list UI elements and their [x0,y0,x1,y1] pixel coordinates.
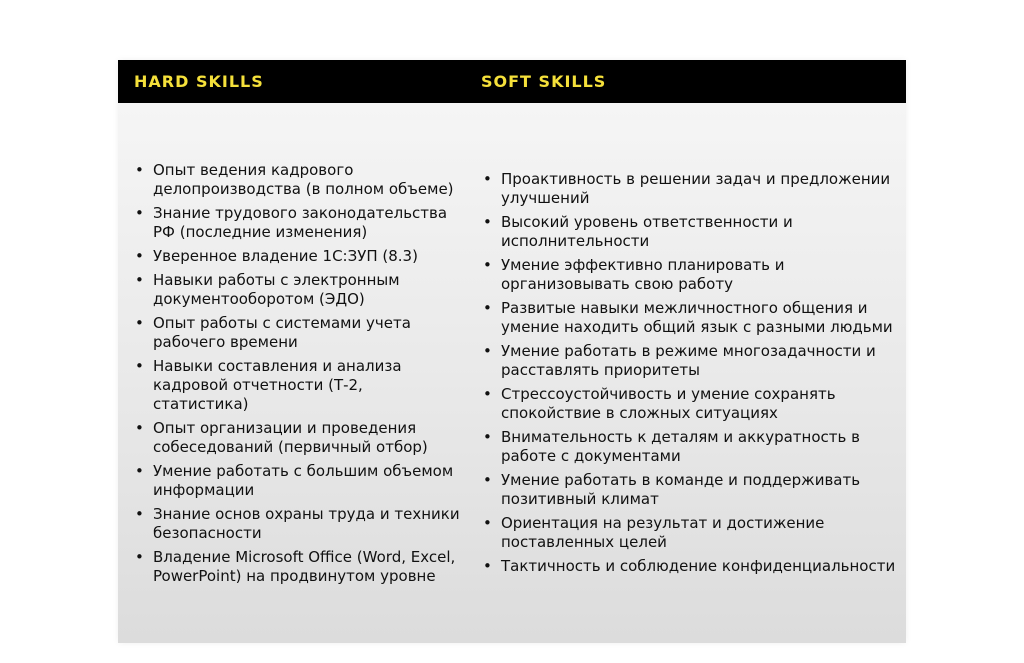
bullet-icon: • [483,299,492,317]
table-header [118,60,906,103]
soft-skills-column [466,103,896,643]
bullet-icon: • [135,418,144,437]
skill-text: Опыт работы с системами учета рабочего времени [153,313,411,351]
skill-text: Умение работать в режиме многозадачности и расставлять приоритеты [501,342,876,379]
bullet-icon: • [483,170,492,188]
bullet-icon: • [483,342,492,360]
hard-skill-item [118,247,463,266]
skill-text: Стрессоустойчивость и умение сохранять спокойствие в сложных ситуациях [501,385,836,422]
soft-skill-item [466,514,896,552]
soft-skill-item [466,213,896,251]
bullet-icon: • [483,557,492,575]
skill-text: Знание трудового законодательства РФ (последние изменения) [153,203,448,241]
skill-text: Уверенное владение 1С:ЗУП (8.3) [153,246,418,265]
soft-skill-item [466,170,896,208]
soft-skill-item [466,557,896,576]
hard-skill-item [118,271,463,309]
bullet-icon: • [483,428,492,446]
bullet-icon: • [135,203,144,222]
skill-text: Умение работать в команде и поддерживать позитивный климат [501,471,861,508]
skills-table [118,60,906,643]
skill-text: Умение эффективно планировать и организовывать свою работу [501,256,785,293]
hard-skills-column [118,103,463,643]
hard-skill-item [118,462,463,500]
soft-skills-list [466,170,896,576]
bullet-icon: • [135,461,144,480]
skill-text: Умение работать с большим объемом информации [153,461,454,499]
skill-text: Навыки работы с электронным документооборотом (ЭДО) [153,270,400,308]
skill-text: Опыт организации и проведения собеседований (первичный отбор) [153,418,428,456]
bullet-icon: • [483,514,492,532]
bullet-icon: • [135,356,144,375]
skill-text: Навыки составления и анализа кадровой отчетности (Т-2, статистика) [153,356,402,413]
hard-skill-item [118,419,463,457]
soft-skill-item [466,385,896,423]
bullet-icon: • [135,270,144,289]
soft-skill-item [466,342,896,380]
bullet-icon: • [483,471,492,489]
hard-skill-item [118,314,463,352]
soft-skills-heading: SOFT SKILLS [481,72,607,91]
bullet-icon: • [135,313,144,332]
bullet-icon: • [483,213,492,231]
skill-text: Знание основ охраны труда и техники безопасности [153,504,460,542]
soft-skill-item [466,471,896,509]
skill-text: Тактичность и соблюдение конфиденциальности [501,557,896,575]
hard-skill-item [118,204,463,242]
skill-text: Ориентация на результат и достижение поставленных целей [501,514,825,551]
hard-skills-list [118,161,463,586]
skill-text: Опыт ведения кадрового делопроизводства (в полном объеме) [153,160,454,198]
hard-skill-item [118,505,463,543]
bullet-icon: • [135,160,144,179]
bullet-icon: • [483,385,492,403]
hard-skills-heading: HARD SKILLS [134,72,264,91]
soft-skill-item [466,428,896,466]
skill-text: Внимательность к деталям и аккуратность в работе с документами [501,428,860,465]
skill-text: Проактивность в решении задач и предложении улучшений [501,170,891,207]
skill-text: Развитые навыки межличностного общения и умение находить общий язык с разными людьми [501,299,893,336]
soft-skill-item [466,299,896,337]
skill-text: Высокий уровень ответственности и исполнительности [501,213,793,250]
soft-skill-item [466,256,896,294]
hard-skill-item [118,548,463,586]
hard-skill-item [118,357,463,414]
bullet-icon: • [135,504,144,523]
skill-text: Владение Microsoft Office (Word, Excel, PowerPoint) на продвинутом уровне [153,547,456,585]
hard-skill-item [118,161,463,199]
bullet-icon: • [135,246,144,265]
bullet-icon: • [135,547,144,566]
bullet-icon: • [483,256,492,274]
